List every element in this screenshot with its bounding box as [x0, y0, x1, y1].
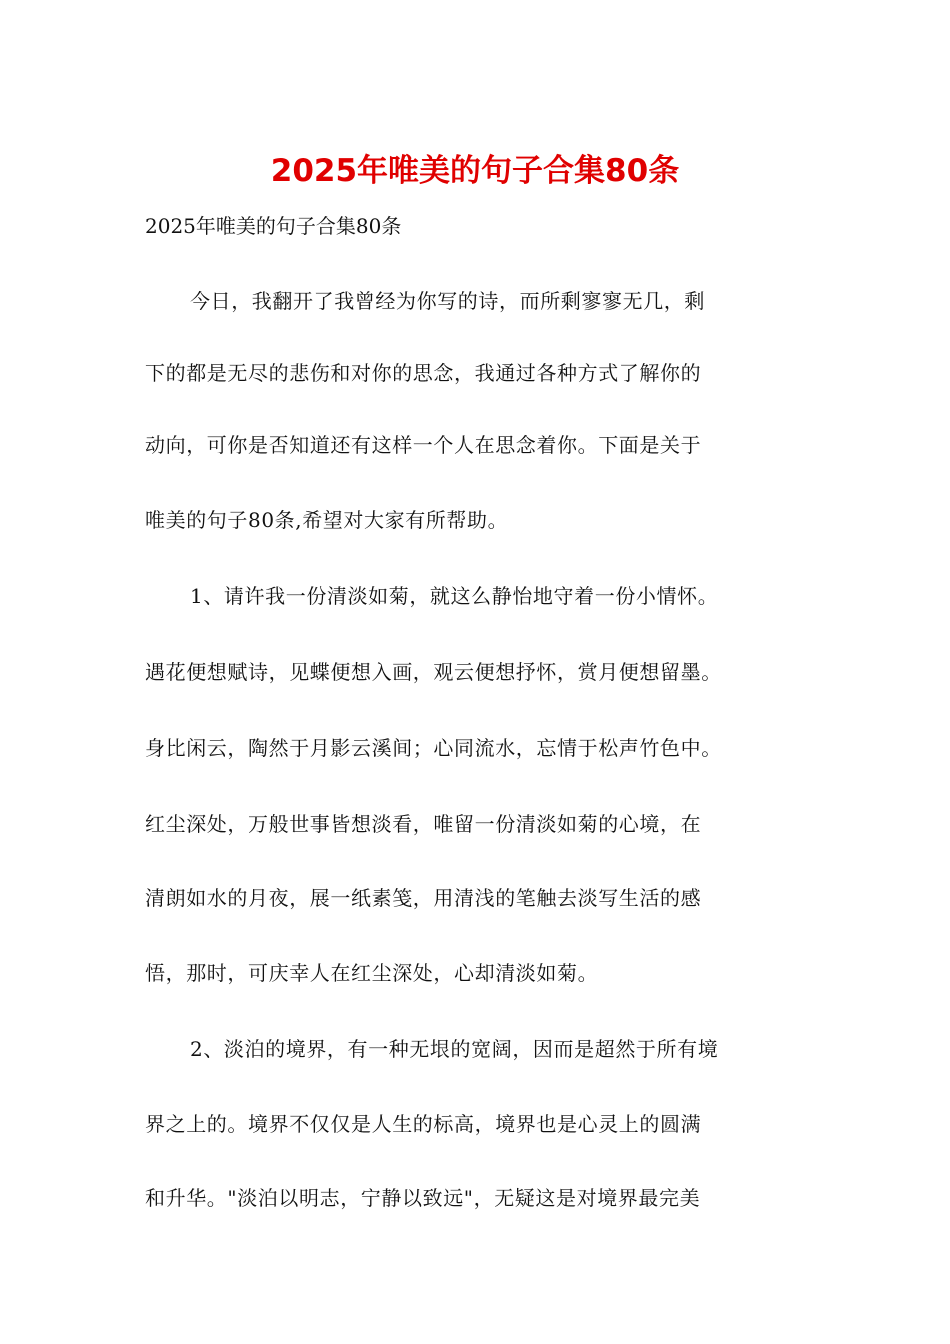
paragraph-line: 悟，那时，可庆幸人在红尘深处，心却清淡如菊。 — [145, 961, 599, 985]
paragraph-line: 身比闲云，陶然于月影云溪间；心同流水，忘情于松声竹色中。 — [145, 736, 722, 760]
paragraph-line: 遇花便想赋诗，见蝶便想入画，观云便想抒怀，赏月便想留墨。 — [145, 660, 722, 684]
paragraph-line: 动向，可你是否知道还有这样一个人在思念着你。下面是关于 — [145, 433, 702, 457]
paragraph-line: 下的都是无尽的悲伤和对你的思念，我通过各种方式了解你的 — [145, 361, 702, 385]
paragraph-line: 2、淡泊的境界，有一种无垠的宽阔，因而是超然于所有境 — [190, 1037, 719, 1061]
paragraph-line: 和升华。"淡泊以明志，宁静以致远"，无疑这是对境界最完美 — [145, 1186, 701, 1210]
paragraph-line: 红尘深处，万般世事皆想淡看，唯留一份清淡如菊的心境，在 — [145, 812, 702, 836]
paragraph-line: 清朗如水的月夜，展一纸素笺，用清浅的笔触去淡写生活的感 — [145, 886, 702, 910]
paragraph-line: 1、请许我一份清淡如菊，就这么静怡地守着一份小情怀。 — [190, 584, 719, 608]
document-title: 2025年唯美的句子合集80条 — [270, 153, 680, 189]
document-subtitle: 2025年唯美的句子合集80条 — [145, 214, 402, 238]
paragraph-line: 今日，我翻开了我曾经为你写的诗，而所剩寥寥无几，剩 — [190, 289, 705, 313]
paragraph-line: 唯美的句子80条,希望对大家有所帮助。 — [145, 508, 509, 532]
paragraph-line: 界之上的。境界不仅仅是人生的标高，境界也是心灵上的圆满 — [145, 1112, 702, 1136]
